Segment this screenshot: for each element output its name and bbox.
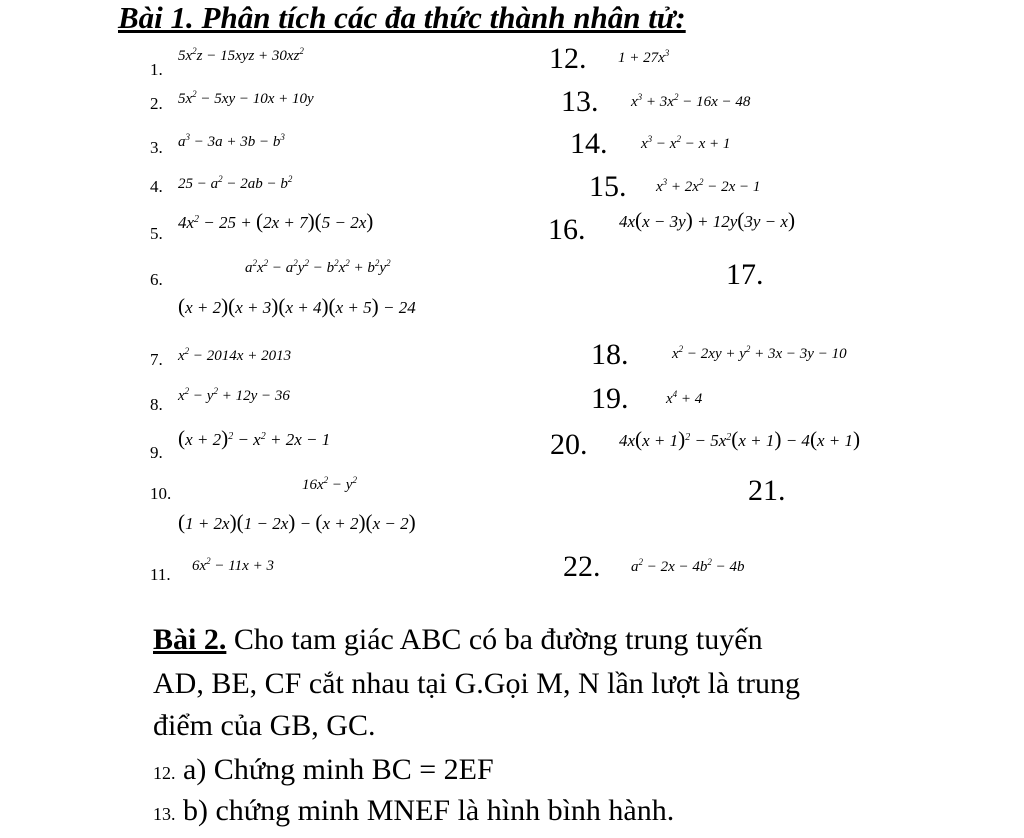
formula-8: $x^2 - y^2 + 12y - 36$ bbox=[178, 386, 290, 404]
item-number-8: 8. bbox=[150, 395, 163, 414]
formula-13: $x^3 + 3x^2 - 16x - 48$ bbox=[631, 92, 751, 110]
item-number-19: 19. bbox=[591, 382, 629, 415]
formula-17: (x + 2)(x + 3)(x + 4)(x + 5) − 24 bbox=[178, 294, 416, 318]
formula-2: $5x^2 - 5xy - 10x + 10y$ bbox=[178, 89, 314, 107]
item-number-20: 20. bbox=[550, 428, 588, 461]
formula-20: $4x(x + 1)^2 - 5x^2(x + 1) - 4(x + 1)$ bbox=[619, 427, 861, 451]
formula-3: $a^3 - 3a + 3b - b^3$ bbox=[178, 132, 285, 150]
formula-1: $5x^2z - 15xyz + 30xz^2$ bbox=[178, 46, 304, 64]
formula-5: $4x^2 - 25 + (2x + 7)(5 - 2x)$ bbox=[178, 209, 374, 233]
exercise-2-label: Bài 2. bbox=[153, 623, 227, 656]
formula-21: (1 + 2x)(1 − 2x) − (x + 2)(x − 2) bbox=[178, 510, 416, 534]
item-number-13: 13. bbox=[561, 85, 599, 118]
item-number-9: 9. bbox=[150, 443, 163, 462]
exercise-2-part-b bbox=[153, 791, 674, 834]
item-number-12: 12. bbox=[549, 42, 587, 75]
formula-4: $25 - a^2 - 2ab - b^2$ bbox=[178, 174, 293, 192]
item-number-17: 17. bbox=[726, 258, 764, 291]
item-number-21: 21. bbox=[748, 474, 786, 507]
item-number-3: 3. bbox=[150, 138, 163, 157]
part-a-text: a) Chứng minh BC = 2EF bbox=[183, 753, 494, 786]
formula-14: $x^3 - x^2 - x + 1$ bbox=[641, 134, 731, 152]
formula-19: $x^4 + 4$ bbox=[666, 389, 703, 407]
exercise-1-title: Bài 1. Phân tích các đa thức thành nhân tử: bbox=[118, 0, 686, 35]
item-number-14: 14. bbox=[570, 127, 608, 160]
formula-12: $1 + 27x^3$ bbox=[618, 48, 670, 66]
formula-6: $a^2x^2 - a^2y^2 - b^2x^2 + b^2y^2$ bbox=[245, 258, 391, 276]
item-number-7: 7. bbox=[150, 350, 163, 369]
exercise-2-text-1: Cho tam giác ABC có ba đường trung tuyến bbox=[233, 623, 763, 656]
part-a-number: 12. bbox=[153, 763, 176, 783]
item-number-16: 16. bbox=[548, 213, 586, 246]
exercise-2-line-1 bbox=[153, 620, 763, 660]
formula-10: $16x^2 - y^2$ bbox=[302, 475, 357, 493]
item-number-2: 2. bbox=[150, 94, 163, 113]
item-number-10: 10. bbox=[150, 484, 172, 503]
formula-11: $6x^2 - 11x + 3$ bbox=[192, 556, 274, 574]
item-number-5: 5. bbox=[150, 224, 163, 243]
item-number-22: 22. bbox=[563, 550, 601, 583]
exercise-2-line-2: AD, BE, CF cắt nhau tại G.Gọi M, N lần lượt là trung bbox=[153, 667, 801, 700]
formula-16: 4x(x − 3y) + 12y(3y − x) bbox=[619, 208, 796, 232]
item-number-15: 15. bbox=[589, 170, 627, 203]
exercise-2-line-3: điểm của GB, GC. bbox=[153, 709, 376, 742]
formula-9: $(x + 2)^2 - x^2 + 2x - 1$ bbox=[178, 426, 331, 450]
part-b-number: 13. bbox=[153, 804, 176, 824]
item-number-18: 18. bbox=[591, 338, 629, 371]
item-number-4: 4. bbox=[150, 177, 163, 196]
part-b-text: b) chứng minh MNEF là hình bình hành. bbox=[183, 794, 675, 827]
formula-7: $x^2 - 2014x + 2013$ bbox=[178, 346, 292, 364]
item-number-1: 1. bbox=[150, 60, 163, 79]
formula-22: $a^2 - 2x - 4b^2 - 4b$ bbox=[631, 557, 745, 575]
item-number-11: 11. bbox=[150, 565, 171, 584]
formula-18: $x^2 - 2xy + y^2 + 3x - 3y - 10$ bbox=[672, 344, 847, 362]
item-number-6: 6. bbox=[150, 270, 163, 289]
exercise-2-part-a bbox=[153, 750, 494, 793]
formula-15: $x^3 + 2x^2 - 2x - 1$ bbox=[656, 177, 761, 195]
